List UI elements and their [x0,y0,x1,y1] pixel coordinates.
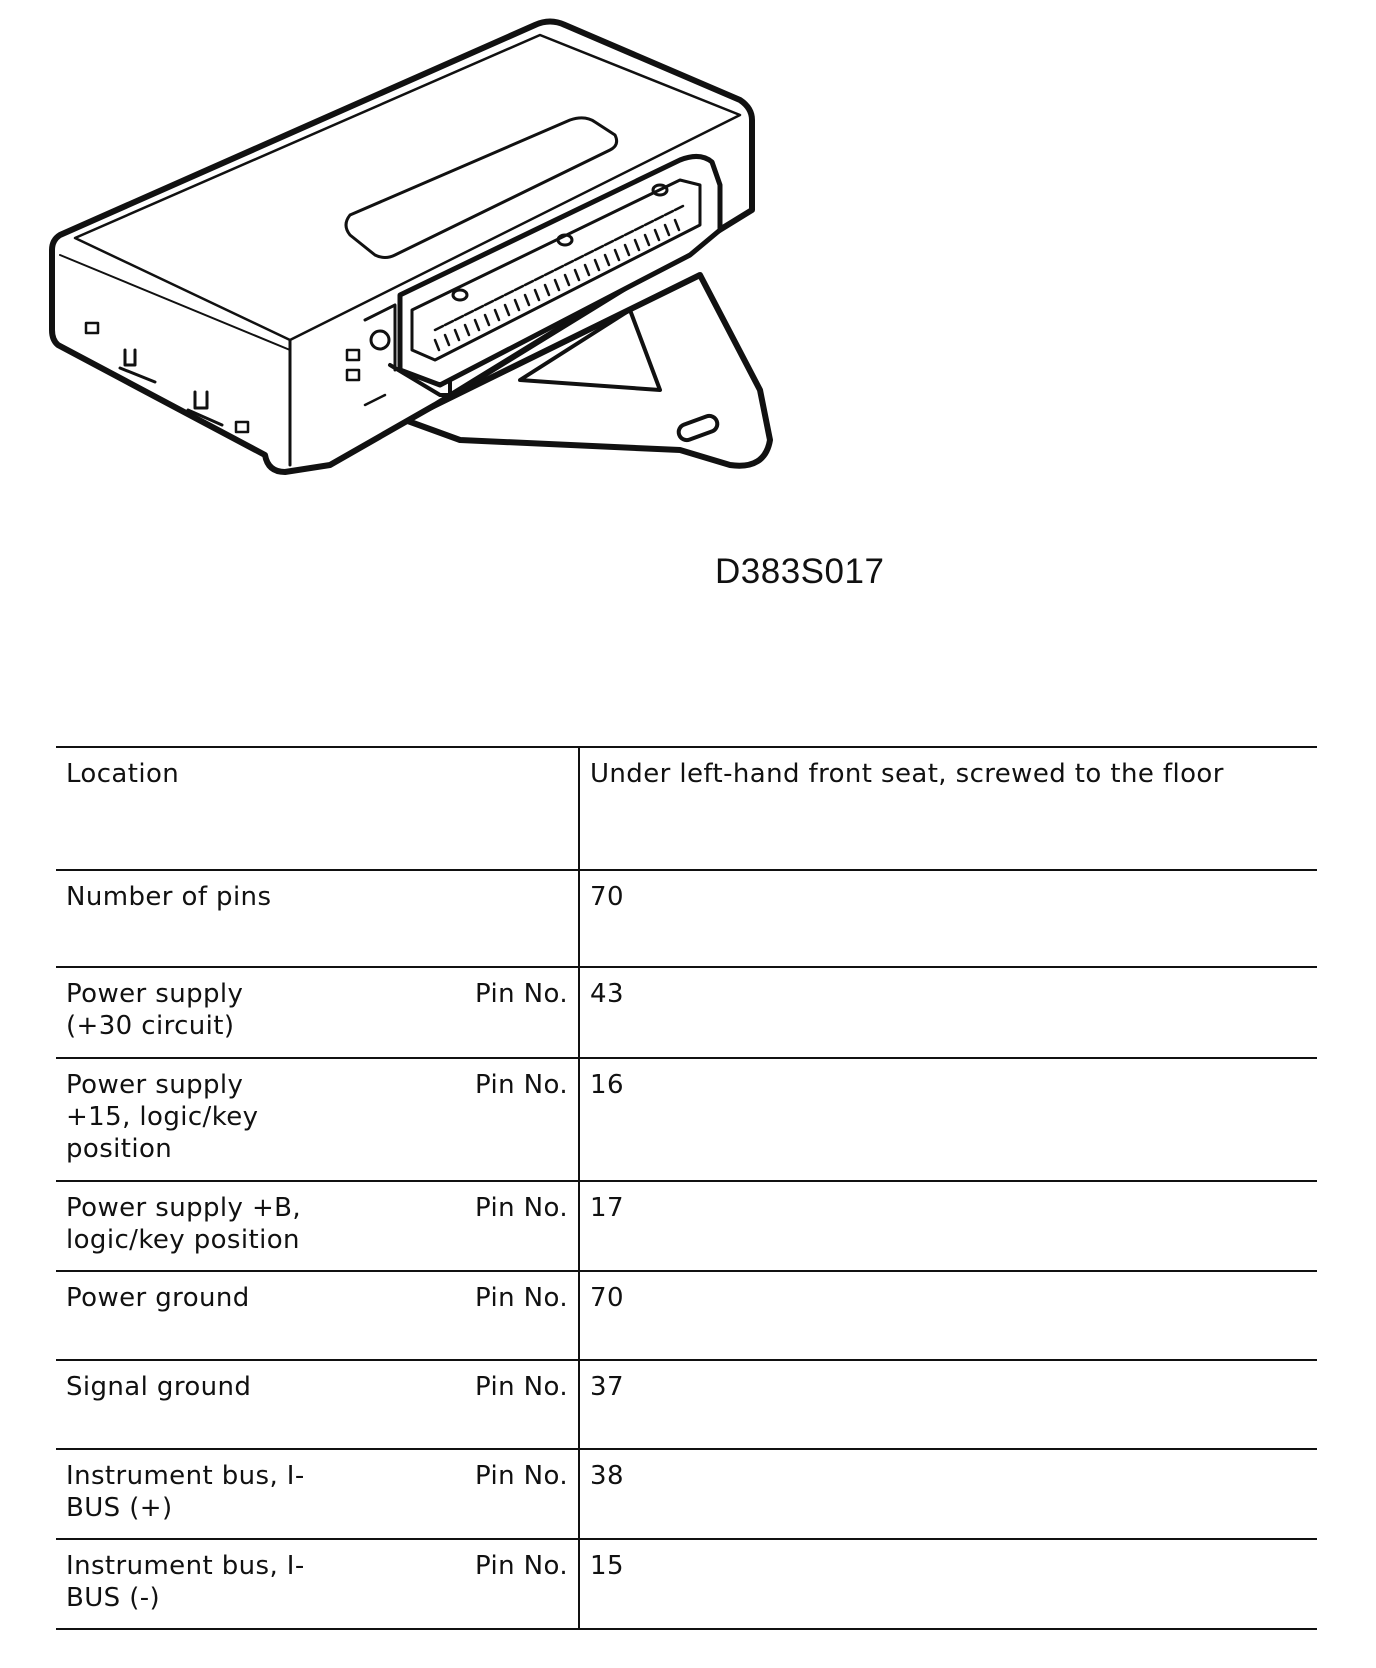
row-label: Power ground [66,1283,250,1313]
row-value: Under left-hand front seat, screwed to the floor [579,747,1317,870]
row-label: Signal ground [66,1372,252,1402]
table-row [56,1539,1317,1629]
pin-label: Pin No. [474,1070,568,1100]
table-row [56,1181,1317,1271]
row-value: 70 [579,1271,1317,1360]
pin-label: Pin No. [474,1461,568,1491]
row-label: Power supply (+30 circuit) [66,979,244,1041]
pin-label: Pin No. [474,1193,568,1223]
row-label: Location [66,759,180,789]
row-value: 15 [579,1539,1317,1629]
table-row [56,967,1317,1058]
row-label: Instrument bus, I-BUS (-) [66,1551,305,1613]
pin-label: Pin No. [474,1551,568,1581]
row-value: 70 [579,870,1317,967]
row-label: Power supply +15, logic/key position [66,1070,259,1164]
table-row [56,747,1317,870]
row-label: Number of pins [66,882,272,912]
pin-label: Pin No. [474,1283,568,1313]
specification-table [56,746,1317,1630]
table-row [56,1360,1317,1449]
figure-code: D383S017 [715,552,885,591]
row-value: 37 [579,1360,1317,1449]
table-row [56,1449,1317,1539]
row-label: Power supply +B, logic/key position [66,1193,302,1255]
pin-label: Pin No. [474,979,568,1009]
table-row [56,1271,1317,1360]
row-value: 16 [579,1058,1317,1181]
table-row [56,1058,1317,1181]
row-label: Instrument bus, I-BUS (+) [66,1461,305,1523]
row-value: 43 [579,967,1317,1058]
pin-label: Pin No. [474,1372,568,1402]
control-module-illustration [40,10,860,510]
control-module-drawing [40,10,860,510]
row-value: 17 [579,1181,1317,1271]
table-row [56,870,1317,967]
row-value: 38 [579,1449,1317,1539]
